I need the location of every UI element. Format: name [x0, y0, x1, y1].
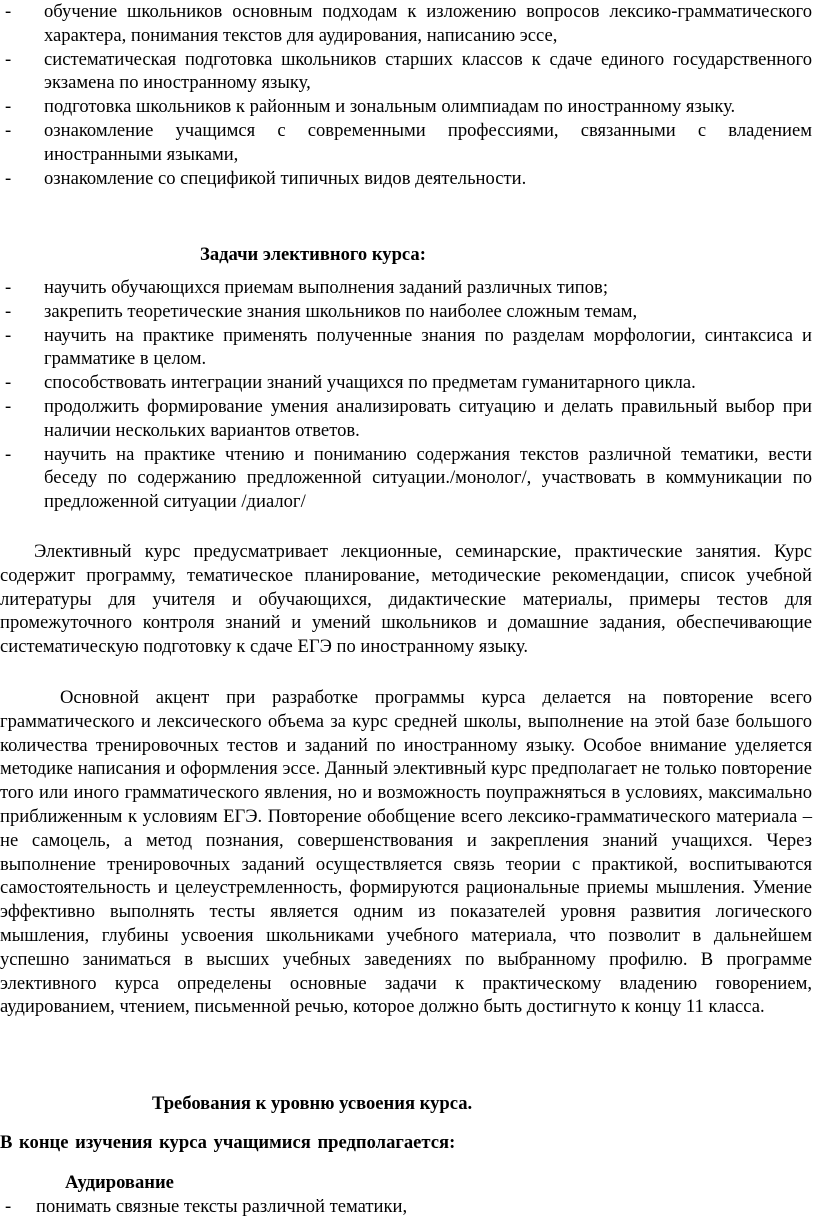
- tasks-heading: Задачи элективного курса:: [200, 244, 426, 265]
- list-item-text: обучение школьников основным подходам к изложению вопросов лексико-грамматического характера, понимания текстов для аудирования, написанию эссе,: [44, 1, 812, 46]
- list-item-text: подготовка школьников к районным и зональным олимпиадам по иностранному языку.: [44, 96, 736, 118]
- paragraph-intro: Элективный курс предусматривает лекционные, семинарские, практические занятия. Курс содержит программу, тематическое планирование, методические рекомендации, список учебной литературы для учителя и обучающихся, дидактические материалы, примеры тестов для промежуточного контроля знаний и умений школьников и домашние задания, обеспечивающие систематическую подготовку к сдаче ЕГЭ по иностранному языку.: [0, 541, 812, 658]
- tasks-list: [0, 276, 816, 514]
- paragraph-main: Основной акцент при разработке программы курса делается на повторение всего грамматического и лексического объема за курс средней школы, выполнение на этой базе большого количества тренировочных тестов и заданий по иностранному языку. Особое внимание уделяется методике написания и оформления эссе. Данный элективный курс предполагает не только повторение того или иного грамматического явления, но и возможность поупражняться в условиях, максимально приближенным к условиям ЕГЭ. Повторение обобщение всего лексико-грамматического материала – не самоцель, а метод познания, совершенствования и закрепления знаний учащихся. Через выполнение тренировочных заданий осуществляется связь теории с практикой, воспитываются самостоятельность и целеустремленность, формируются рациональные приемы мышления. Умение эффективно выполнять тесты является одним из показателей уровня развития логического мышления, глубины усвоения школьниками учебного материала, что позволит в дальнейшем успешно заниматься в высших учебных заведениях по выбранному профилю. В программе элективного курса определены основные задачи к практическому владению говорением, аудированием, чтением, письменной речью, которое должно быть достигнуто к концу 11 класса.: [0, 687, 812, 1018]
- list-item-text: ознакомление учащимся с современными профессиями, связанными с владением иностранными языками,: [44, 119, 812, 165]
- list-item: [0, 119, 816, 167]
- list-item-text: ознакомление со спецификой типичных видов деятельности.: [44, 167, 527, 189]
- bullet-dash: -: [5, 277, 12, 298]
- list-item: [0, 0, 816, 48]
- list-item-text: систематическая подготовка школьников старших классов к сдаче единого государственного экзамена по иностранному языку,: [44, 48, 812, 94]
- list-item: [0, 371, 816, 395]
- bullet-dash: -: [5, 96, 12, 118]
- list-item-text: научить на практике чтению и пониманию содержания текстов различной тематики, вести беседу по содержанию предложенной ситуации./монолог/, участвовать в коммуникации по предложенной ситуации /диалог/: [44, 443, 812, 513]
- list-item: [0, 276, 816, 300]
- bullet-dash: -: [5, 1196, 12, 1217]
- goals-list: [0, 0, 816, 190]
- list-item-text: понимать связные тексты различной тематики,: [36, 1196, 408, 1217]
- list-item: [0, 443, 816, 514]
- bullet-dash: -: [5, 395, 12, 417]
- list-item-text: способствовать интеграции знаний учащихся по предметам гуманитарного цикла.: [44, 372, 696, 394]
- list-item: [0, 95, 816, 119]
- bullet-dash: -: [5, 167, 12, 189]
- bullet-dash: -: [5, 300, 12, 322]
- list-item-text: научить на практике применять полученные знания по разделам морфологии, синтаксиса и грамматике в целом.: [44, 324, 812, 370]
- list-item: [0, 48, 816, 96]
- bullet-dash: -: [5, 119, 12, 141]
- list-item-text: научить обучающихся приемам выполнения заданий различных типов;: [44, 277, 608, 298]
- bullet-dash: -: [5, 1, 12, 22]
- list-item: [0, 1195, 816, 1219]
- listening-list: [0, 1195, 816, 1219]
- bullet-dash: -: [5, 443, 12, 465]
- list-item: [0, 300, 816, 324]
- list-item-text: закрепить теоретические знания школьников по наиболее сложным темам,: [44, 300, 638, 322]
- list-item: [0, 167, 816, 191]
- list-item: [0, 324, 816, 372]
- bullet-dash: -: [5, 48, 12, 70]
- requirements-heading: Требования к уровню усвоения курса.: [152, 1093, 473, 1114]
- listening-heading: Аудирование: [65, 1172, 174, 1193]
- expected-heading: В конце изучения курса учащимися предполагается:: [0, 1132, 456, 1153]
- list-item-text: продолжить формирование умения анализировать ситуацию и делать правильный выбор при наличии нескольких вариантов ответов.: [44, 395, 812, 441]
- bullet-dash: -: [5, 372, 12, 394]
- bullet-dash: -: [5, 324, 12, 346]
- list-item: [0, 395, 816, 443]
